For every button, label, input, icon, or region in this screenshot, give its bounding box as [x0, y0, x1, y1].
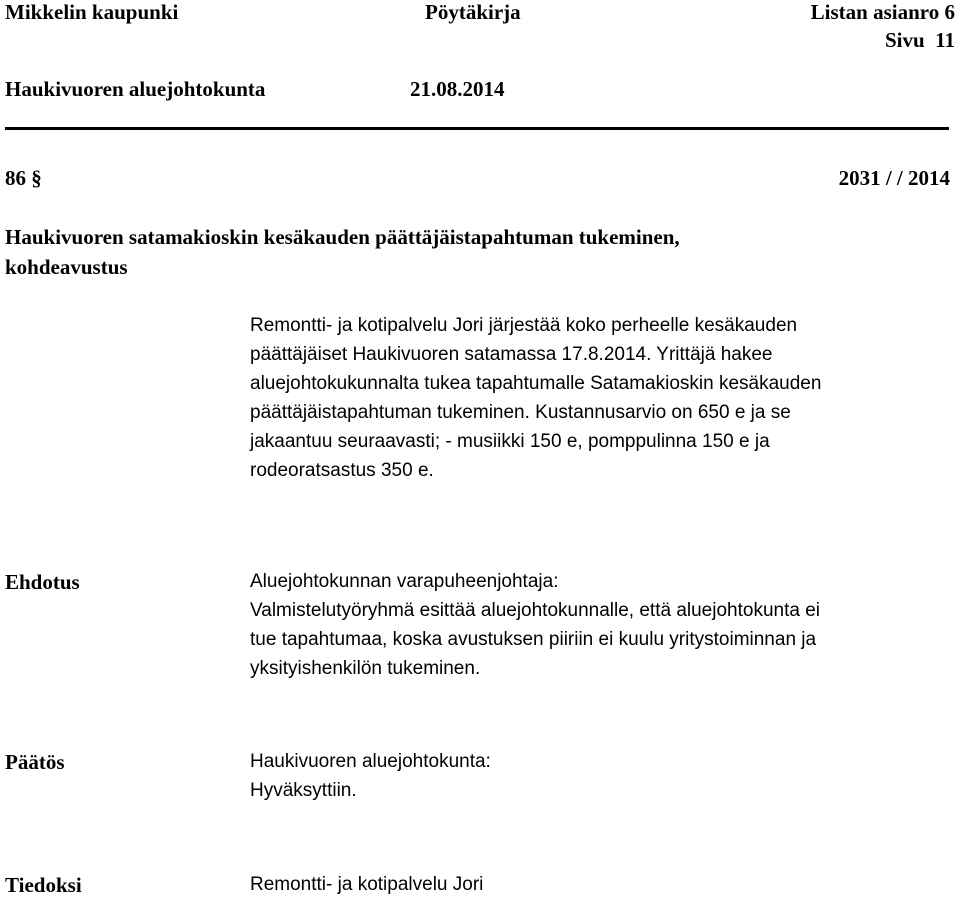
proposal-line: yksityishenkilön tukeminen. — [250, 658, 481, 679]
section-reference: 2031 / / 2014 — [838, 166, 950, 190]
proposal-line: tue tapahtumaa, koska avustuksen piiriin ei kuulu yritystoiminnan ja — [250, 629, 817, 650]
intro-line: päättäjäistapahtuman tukeminen. Kustannusarvio on 650 e ja se — [250, 402, 791, 423]
proposal-label: Ehdotus — [5, 570, 80, 594]
header-date: 21.08.2014 — [410, 77, 505, 101]
proposal-paragraph — [250, 567, 950, 683]
section-title-line: Haukivuoren satamakioskin kesäkauden päättäjäistapahtuman tukeminen, — [5, 225, 680, 249]
header-page-number: Sivu 11 — [884, 28, 955, 52]
intro-line: rodeoratsastus 350 e. — [250, 460, 434, 481]
intro-line: päättäjäiset Haukivuoren satamassa 17.8.2014. Yrittäjä hakee — [250, 344, 773, 365]
proposal-line: Aluejohtokunnan varapuheenjohtaja: — [250, 571, 559, 592]
notice-line: Remontti- ja kotipalvelu Jori — [250, 874, 484, 895]
intro-line: Remontti- ja kotipalvelu Jori järjestää koko perheelle kesäkauden — [250, 315, 798, 336]
notice-paragraph — [250, 870, 950, 899]
intro-paragraph — [250, 311, 950, 485]
header-doc-type: Pöytäkirja — [425, 0, 521, 24]
section-title-line: kohdeavustus — [5, 255, 128, 279]
decision-line: Haukivuoren aluejohtokunta: — [250, 751, 491, 772]
section-title — [5, 222, 680, 282]
intro-line: aluejohtokukunnalta tukea tapahtumalle Satamakioskin kesäkauden — [250, 373, 822, 394]
notice-label: Tiedoksi — [5, 873, 82, 897]
proposal-line: Valmistelutyöryhmä esittää aluejohtokunnalle, että aluejohtokunta ei — [250, 600, 820, 621]
header-body-name: Haukivuoren aluejohtokunta — [5, 77, 266, 101]
intro-line: jakaantuu seuraavasti; - musiikki 150 e, pomppulinna 150 e ja — [250, 431, 770, 452]
decision-label: Päätös — [5, 750, 65, 774]
header-item-number: Listan asianro 6 — [810, 0, 955, 24]
decision-paragraph — [250, 747, 950, 805]
section-number: 86 § — [5, 166, 42, 190]
header-divider — [5, 127, 949, 130]
header-city: Mikkelin kaupunki — [5, 0, 179, 24]
decision-line: Hyväksyttiin. — [250, 780, 357, 801]
